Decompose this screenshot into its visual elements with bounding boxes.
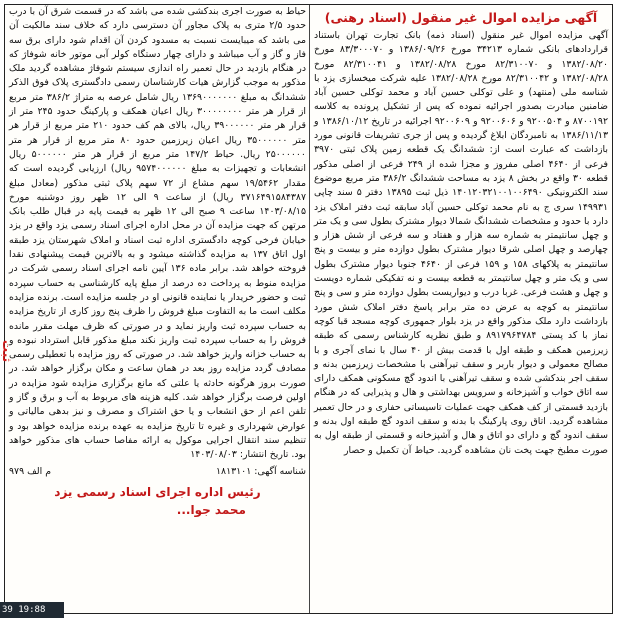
taskbar-clock[interactable] bbox=[0, 602, 64, 618]
ad-column-left bbox=[5, 5, 310, 613]
taskbar-time: 19:88 bbox=[18, 605, 46, 615]
ad-title: آگهی مزایده اموال غیر منقول (اسناد رهنی) bbox=[324, 10, 598, 25]
taskbar-prefix: 39 bbox=[2, 605, 13, 615]
ad-body-right bbox=[314, 29, 608, 458]
notice-id: شناسه آگهی: ۱۸۱۳۱۰۱ bbox=[216, 465, 306, 477]
signature-title: رئیس اداره اجرای اسناد رسمی یزد bbox=[54, 484, 261, 499]
signature-name: محمد جوا... bbox=[176, 502, 246, 517]
ad-body-left bbox=[9, 5, 306, 463]
ad-column-right bbox=[309, 5, 612, 613]
ad-text-right: آگهی مزایده اموال غیر منقول (اسناد ذمه) بانک تجارت تهران باستناد قراردادهای بانکی شماره ۳۴۲۱۳ مورخ ۱۳۸۶/۰۹/۲۶ و ۸۳/۳۰۰۰۷۰ مورخ ۱۳۸۲/۰۸/۲۰ و ۸۲/۳۱۰۰۷۰ مورخ ۱۳۸۲/۰۸/۲۸ و ۸۲/۳۱۰۰۴۱ مورخ ۱۳۸۲/۰۸/۲۸ و ۸۲/۳۱۰۰۴۲ مورخ ۱۳۸۲/۰۸/۲۸ علیه شرکت میخسازی یزد با شناسه ملی (منتهد) و علی توکلی حسین آباد و محمد توکلی حسین آباد ضامنین مبادرت بصدور اجرائیه نموده که پس از تشکیل پرونده به کلاسه ۸۷۰۰۱۹۲ و ۹۲۰۰۵۰۴ و ۹۲۰۰۶۰۶ و ۹۲۰۰۶۰۹ اجرائیه در تاریخ ۱۳۸۶/۱۰/۱۲ و ۱۳۸۶/۱۱/۱۳ به نامبردگان ابلاغ گردیده و پس از جری تشریفات قانونی مورد بازداشت که عبارت است از: ششدانگ یک قطعه زمین پلاک ثبتی ۳۹۷۰ فرعی از ۴۶۴۰ اصلی مفروز و مجزا شده از ۲۴۹ فرعی از اصلی مذکور قطعه ۳۰ واقع در بخش ۸ یزد به مساحت ششدانگ ۳۸۶/۲ متر مربع موضوع سند الکترونیکی ۱۴۰۱۲۰۳۲۱۰۰۱۰۰۶۴۹۰ ذیل ثبت ۱۳۸۹۵ دفتر ۵ سند چاپی ۱۴۹۹۳۱ سری ج به نام محمد توکلی حسین آباد سابقه ثبت دفتر املاک یزد دارد با حدود و مشخصات ششدانگ شمالا دیوار مشترک بطول سی و یک متر و چهل سانتیمتر به شماره سه هزار و هفتاد و سه فرعی از شش هزار و چهارصد و چهل اصلی شرقا دیوار مشترک بطول دوازده متر و بیست و پنج سانتیمتر به پلاکهای ۱۵۸ و ۱۵۹ فرعی از ۴۶۴۰ جنوبا دیوار مشترک بطول سی و یک متر و چهل سانتیمتر به قطعه بیست و نه تفکیکی شماره دویست و چهل و هشت فرعی. غربا درب و دیواریست بطول دوازده متر و سی و پنج سانتیمتر به کوچه به عرض ده متر برابر پاسخ دفتر املاک شش مورد بازداشت دارد ملک مذکور واقع در یزد بلوار جمهوری کوچه مسجد قبا کوچه نماز با کد پستی ۸۹۱۷۹۶۴۷۸۴ و طبق نظریه کارشناس رسمی که طبقه زیرزمین همکف و طبقه اول با قدمت بیش از ۴۰ سال با نمای آجری و با مصالح معمولی و دیوار باربر و سقف تیرآهنی با مشخصات زیرزمین بدنه و سقف اجر بندکشی شده و سقف تیرآهنی با اندود گچ مسکونی همکف دارای سه اتاق خواب و آشپزخانه و سرویس بهداشتی و هال و پذیرایی که در هنگام بازدید قسمتی از کف همکف جهت عملیات تاسیساتی حفاری و در حال تعمیر مشاهده گردید. اتاق روی پارکینگ با بدنه و سقف اندود گچ طبقه اول بدنه و سقف اندود گچ و دارای دو اتاق و هال و آشپزخانه و قسمتی از طبقه اول به صورت مطبخ جهت پخت نان مشاهده گردید. حیاط آن تکمیل و حصار bbox=[314, 30, 609, 456]
ad-text-left: حیاط به صورت اجری بندکشی شده می باشد که در قسمت شرق آن با درب حدود ۲/۵ متری به پلاک مجاور آن دسترسی دارد که خلاف سند مالکیت آن می باشد که میبایست نسبت به مسدود کردن آن اقدام شود دارای برق سه فاز و گاز و آب میباشد و دارای چهار دستگاه کولر آبی موتور خانه شوفاژ که در هنگام بازدید در حال تعمیر راه اندازی سیستم شوفاژ مشاهده گردید ملک مذکور به موجب گزارش هیات کارشناسان رسمی دادگستری پلاک فوق الذکر ششدانگ به مبلغ ۱۳۶۹۰۰۰۰۰۰۰ ریال شامل عرصه به متراژ ۳۸۶/۲ متر مربع از قرار هر متر ۳۰۰۰۰۰۰۰۰ ریال اعیان همکف و پارکینگ حدود ۲۴۵ متر از قرار هر متر ۳۹۰۰۰۰۰۰ ریال، بالای هم کف حدود ۲۱۰ متر مربع از قرار هر متر ۳۵۰۰۰۰۰۰ ریال اعیان زیرزمین حدود ۸۰ متر مربع از قرار هر متر ۲۵۰۰۰۰۰۰ ریال. حیاط ۱۴۷/۲ متر مربع از قرار هر متر ۵۰۰۰۰۰۰ ریال انشعابات و تجهیزات به مبلغ ۹۵۷۴۰۰۰۰۰۰ ریال) ارزیابی گردیده است که مقدار ۱۹/۵۴۶۲ سهم مشاع از ۷۲ سهم پلاک ثبتی مذکور (معادل مبلغ ۳۷۱۶۴۹۱۵۸۴۳۸۷ ریال) از ساعت ۹ الی ۱۲ ظهر روز دوشنبه مورخ ۱۴۰۳/۰۸/۱۵ ساعت ۹ صبح الی ۱۲ ظهر به قیمت پایه در قبال طلب بانک مرتهن که جهت مزایده آن در محل اداره اجرای اسناد رسمی یزد واقع در یزد خیابان فرخی کوچه دادگستری اداره ثبت اسناد و املاک شهرستان یزد طبقه اول اتاق ۱۳۷ به مزایده گذاشته میشود و به بالاترین قیمت پیشنهادی نقدا فروخته خواهد شد. برابر ماده ۱۳۶ آیین نامه اجرای اسناد رسمی شرکت در مزایده منوط به پرداخت ده درصد از مبلغ پایه کارشناسی به حساب سپرده ثبت و حضور خریدار یا نماینده قانونی او در جلسه مزایده است. برنده مزایده مکلف است ما به التفاوت مبلغ فروش را ظرف پنج روز کاری از تاریخ مزایده به حساب سپرده ثبت واریز نماید و در صورتی که ظرف مهلت مقرر مانده فروش را به حساب سپرده ثبت واریز نکند مبلغ مذکور قابل استرداد نبوده و به حساب خزانه واریز خواهد شد. در صورتی که روز مزایده با تعطیلی رسمی مصادف گردد مزایده روز بعد در همان ساعت و مکان برگزار خواهد شد. در صورت بروز هرگونه حادثه یا علتی که مانع برگزاری مزایده شود مزایده در اولین فرصت برگزار خواهد شد. کلیه هزینه های مربوط به آب و برق و گاز و تلفن اعم از حق انشعاب و یا حق اشتراک و مصرف و نیز بدهی مالیاتی و عوارض شهرداری و غیره تا تاریخ مزایده به عهده برنده مزایده خواهد بود و تنظیم سند انتقال اجرایی موکول به ارائه مفاصا حساب های مذکور خواهد بود. تاریخ انتشار: ۱۴۰۳/۰۸/۰۳ bbox=[9, 6, 307, 461]
ad-meta bbox=[9, 465, 306, 479]
newspaper-ad bbox=[4, 4, 613, 614]
ref-number: م الف ۹۷۹ bbox=[9, 465, 52, 477]
edge-watermark: ثبت bbox=[0, 340, 14, 363]
